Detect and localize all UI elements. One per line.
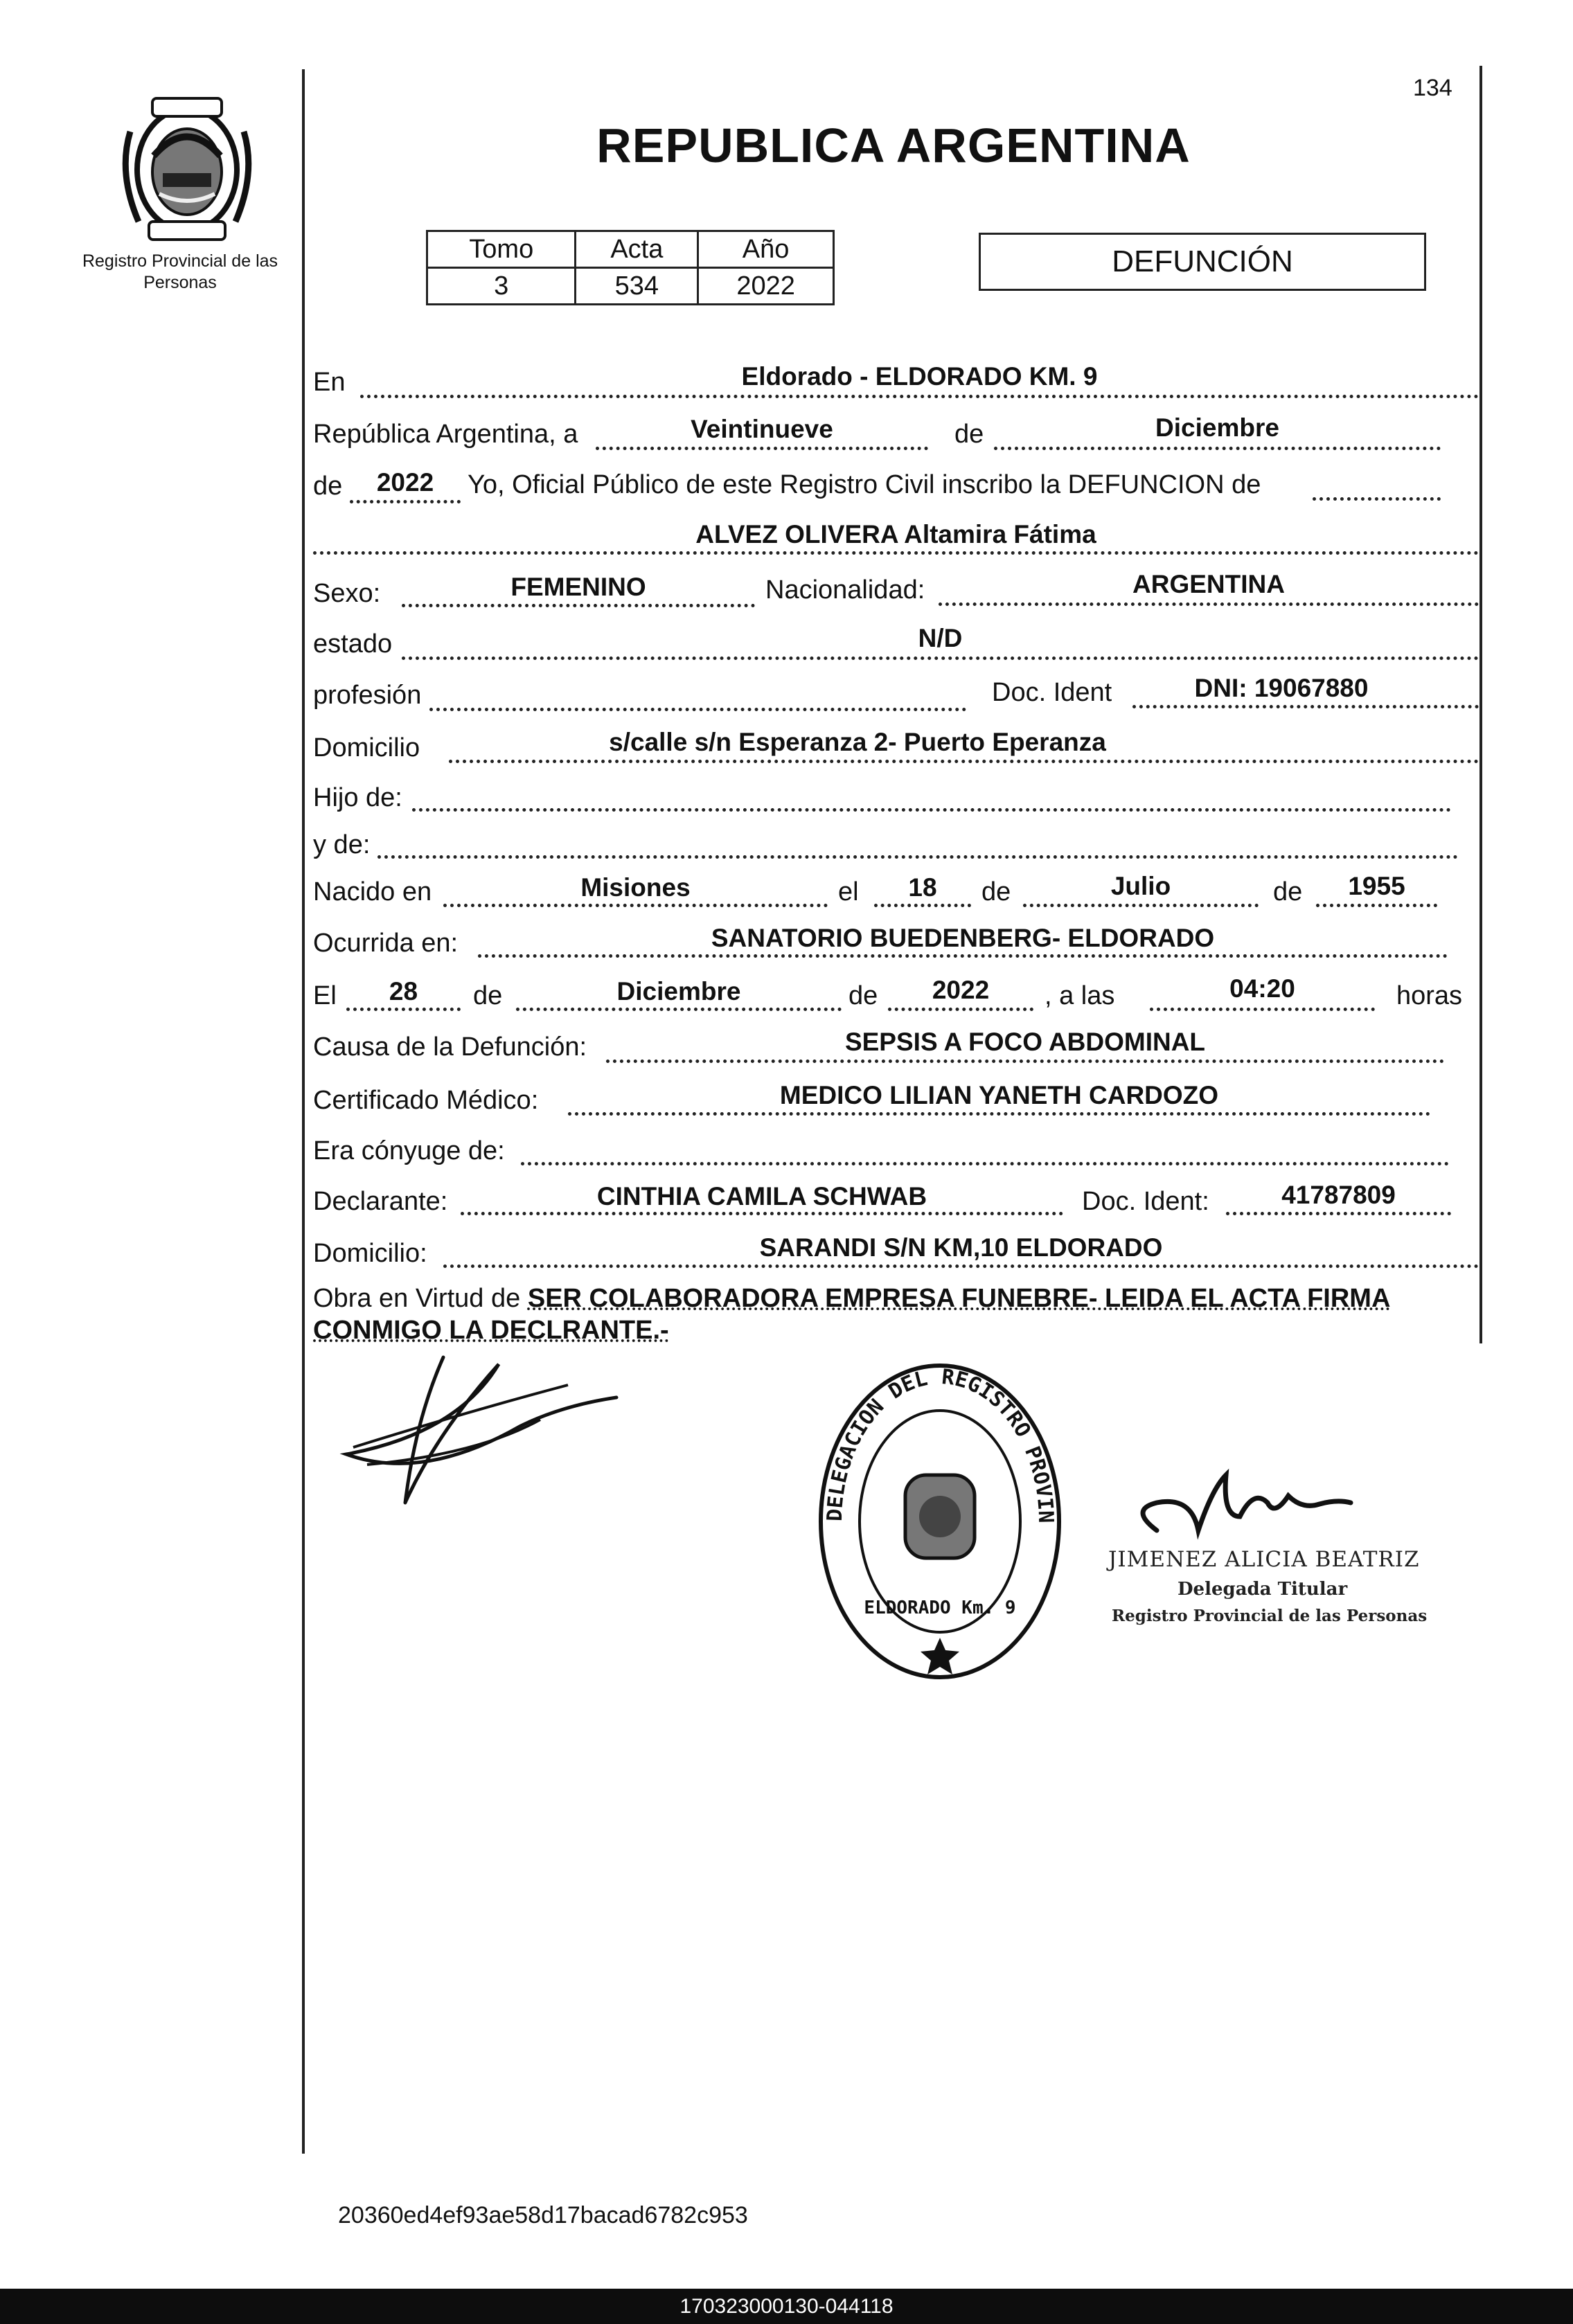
barcode-id-bar: 170323000130-044118 [0, 2289, 1573, 2324]
left-margin-rule [302, 69, 305, 2154]
month-line [994, 447, 1441, 450]
intro-text: Yo, Oficial Público de este Registro Civil inscribo la DEFUNCION de [468, 470, 1261, 499]
death-day-line [346, 1008, 461, 1011]
declarante-doc-value: 41787809 [1281, 1181, 1396, 1209]
declarante-label: Declarante: [313, 1187, 448, 1216]
ocurrida-label: Ocurrida en: [313, 929, 459, 958]
declarante-doc-line [1226, 1212, 1451, 1215]
birth-year-line [1316, 904, 1437, 907]
ocurrida-value: SANATORIO BUEDENBERG- ELDORADO [711, 924, 1215, 952]
obra-label: Obra en Virtud de [313, 1284, 521, 1313]
declarant-signature [339, 1343, 630, 1517]
province-emblem [111, 90, 263, 242]
table-header-acta: Acta [576, 231, 698, 268]
doc-ident-value: DNI: 19067880 [1194, 674, 1369, 702]
official-stamp [814, 1361, 1067, 1683]
deceased-name-line [313, 551, 1479, 555]
month-value: Diciembre [1155, 413, 1279, 442]
table-header-tomo: Tomo [427, 231, 576, 268]
sexo-label: Sexo: [313, 579, 381, 608]
y-de-line [377, 855, 1458, 859]
estado-line [402, 656, 1479, 660]
declarante-line [461, 1212, 1063, 1215]
day-words-value: Veintinueve [691, 415, 833, 443]
birth-month-value: Julio [1110, 872, 1171, 900]
document-hash: 20360ed4ef93ae58d17bacad6782c953 [338, 2202, 748, 2228]
death-year-value: 2022 [932, 976, 990, 1004]
tomo-value: 3 [427, 268, 576, 305]
birth-day-line [874, 904, 971, 907]
sexo-line [402, 604, 755, 607]
acta-value: 534 [576, 268, 698, 305]
death-month-value: Diciembre [616, 977, 741, 1005]
a-las-label: , a las [1045, 981, 1115, 1010]
domicilio-value: s/calle s/n Esperanza 2- Puerto Eperanza [609, 728, 1106, 756]
official-office: Registro Provincial de las Personas [1112, 1607, 1428, 1625]
registry-name: Registro Provincial de las Personas [82, 251, 278, 292]
death-year-line [888, 1008, 1033, 1011]
stamp-inner-text: ELDORADO Km. 9 [864, 1598, 1016, 1618]
death-month-line [516, 1008, 842, 1011]
place-line [360, 395, 1479, 398]
nacionalidad-line [939, 602, 1479, 606]
right-margin-rule [1479, 66, 1482, 1343]
nacionalidad-label: Nacionalidad: [765, 575, 925, 605]
birth-year-value: 1955 [1348, 872, 1405, 900]
hijo-de-line [412, 808, 1451, 812]
conyuge-label: Era cónyuge de: [313, 1136, 505, 1165]
declarante-value: CINTHIA CAMILA SCHWAB [596, 1182, 927, 1210]
death-time-line [1150, 1008, 1375, 1011]
profesion-line [429, 708, 966, 711]
official-role: Delegada Titular [1177, 1579, 1348, 1600]
table-row [427, 268, 834, 305]
deceased-name-value: ALVEZ OLIVERA Altamira Fátima [695, 520, 1096, 548]
nacionalidad-value: ARGENTINA [1132, 570, 1285, 598]
document-title: REPUBLICA ARGENTINA [596, 118, 1191, 172]
nacido-en-value: Misiones [580, 873, 691, 902]
en-label: En [313, 368, 346, 397]
declarante-domicilio-line [443, 1264, 1479, 1268]
domicilio-label-2: Domicilio: [313, 1239, 427, 1268]
intro-trailing-line [1313, 497, 1441, 501]
certificado-label: Certificado Médico: [313, 1086, 539, 1115]
obra-value: SER COLABORADORA EMPRESA FUNEBRE- LEIDA EL ACTA FIRMA CONMIGO LA DECLRANTE.- [313, 1284, 1391, 1345]
year-value: 2022 [376, 468, 434, 497]
hijo-de-label: Hijo de: [313, 783, 402, 812]
nacido-en-line [443, 904, 828, 907]
de-label-6: de [848, 981, 878, 1010]
domicilio-line [449, 760, 1479, 763]
declarante-domicilio-value: SARANDI S/N KM,10 ELDORADO [759, 1233, 1163, 1262]
sexo-value: FEMENINO [510, 573, 646, 601]
stamp-ring-text: DELEGACION DEL REGISTRO PROVIN [822, 1365, 1058, 1523]
causa-label: Causa de la Defunción: [313, 1033, 587, 1062]
ano-value: 2022 [698, 268, 834, 305]
day-words-line [596, 447, 928, 450]
de-label-5: de [473, 981, 503, 1010]
nacido-label: Nacido en [313, 877, 432, 906]
birth-day-value: 18 [908, 873, 937, 902]
doc-ident-label: Doc. Ident [992, 678, 1112, 707]
causa-line [606, 1060, 1444, 1063]
y-de-label: y de: [313, 830, 371, 859]
horas-label: horas [1396, 981, 1463, 1010]
de-label: de [954, 420, 984, 449]
place-value: Eldorado - ELDORADO KM. 9 [741, 362, 1098, 391]
official-signature [1129, 1461, 1365, 1551]
doc-ident-line [1132, 705, 1479, 708]
official-name: JIMENEZ ALICIA BEATRIZ [1108, 1547, 1420, 1572]
estado-value: N/D [918, 624, 963, 652]
ocurrida-line [478, 954, 1448, 958]
certificado-line [568, 1112, 1430, 1116]
el-label-2: El [313, 981, 337, 1010]
document-type-box: DEFUNCIÓN [979, 233, 1426, 291]
registry-table [426, 230, 835, 305]
domicilio-label: Domicilio [313, 733, 420, 762]
certificado-value: MEDICO LILIAN YANETH CARDOZO [779, 1081, 1219, 1109]
page-number: 134 [1413, 75, 1452, 101]
signature-icon [1129, 1461, 1365, 1551]
signature-icon [339, 1343, 630, 1517]
profesion-label: profesión [313, 681, 422, 710]
stamp-seal-icon [814, 1361, 1067, 1683]
death-time-value: 04:20 [1229, 974, 1295, 1003]
de-label-2: de [313, 472, 343, 501]
conyuge-line [521, 1162, 1449, 1165]
table-row [427, 231, 834, 268]
doc-ident-label-2: Doc. Ident: [1082, 1187, 1209, 1216]
el-label: el [838, 877, 859, 906]
birth-month-line [1023, 904, 1259, 907]
republica-label: República Argentina, a [313, 420, 578, 449]
obra-paragraph [313, 1282, 1480, 1346]
coat-of-arms-icon [111, 90, 263, 242]
table-header-ano: Año [698, 231, 834, 268]
de-label-4: de [1273, 877, 1303, 906]
causa-value: SEPSIS A FOCO ABDOMINAL [844, 1028, 1206, 1056]
de-label-3: de [981, 877, 1011, 906]
estado-label: estado [313, 629, 393, 659]
death-day-value: 28 [389, 977, 418, 1005]
year-line [350, 500, 461, 503]
